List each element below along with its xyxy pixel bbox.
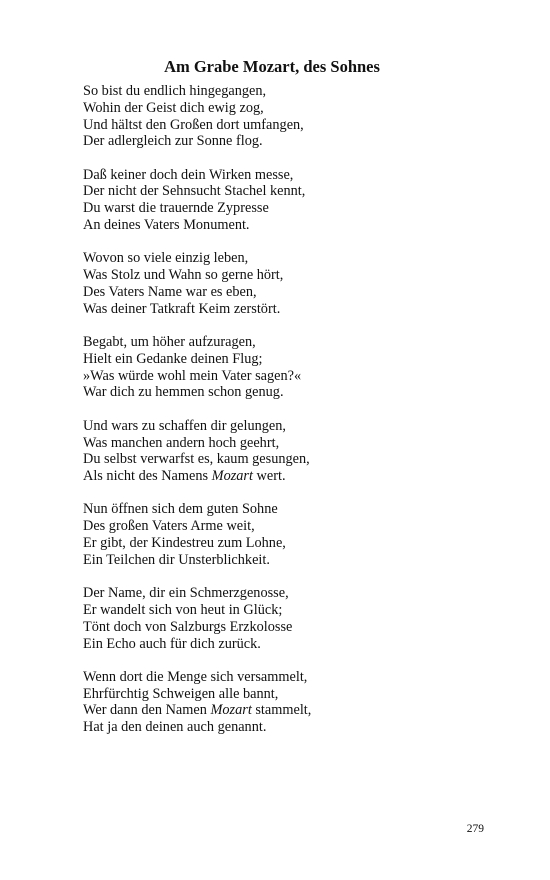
line-text: Tönt doch von Salzburgs Erzkolosse bbox=[83, 618, 293, 635]
emphasized-text: Mozart bbox=[210, 702, 252, 719]
stanza bbox=[83, 585, 483, 652]
poem-line bbox=[83, 468, 483, 485]
poem-line bbox=[83, 585, 483, 602]
line-text: Er gibt, der Kindestreu zum Lohne, bbox=[83, 535, 286, 552]
poem-line bbox=[83, 217, 483, 234]
line-text: So bist du endlich hingegangen, bbox=[83, 83, 267, 99]
line-text: Der adlergleich zur Sonne flog. bbox=[83, 133, 263, 150]
line-text: Was deiner Tatkraft Keim zerstört. bbox=[83, 300, 281, 317]
line-text: Ein Teilchen dir Unsterblichkeit. bbox=[83, 551, 270, 568]
page-number: 279 bbox=[466, 823, 484, 835]
poem-line bbox=[83, 636, 483, 653]
poem-line bbox=[83, 418, 483, 435]
line-text: Was Stolz und Wahn so gerne hört, bbox=[83, 267, 284, 284]
poem-line bbox=[83, 552, 483, 569]
line-text: Ehrfürchtig Schweigen alle bannt, bbox=[83, 685, 279, 702]
line-text: Und wars zu schaffen dir gelungen, bbox=[83, 417, 287, 434]
line-text: Begabt, um höher aufzuragen, bbox=[83, 334, 256, 351]
poem-line bbox=[83, 719, 483, 736]
line-text: Wohin der Geist dich ewig zog, bbox=[83, 99, 264, 116]
line-text: An deines Vaters Monument. bbox=[83, 217, 250, 234]
line-text: Des großen Vaters Arme weit, bbox=[83, 518, 255, 535]
line-text: Wer dann den Namen bbox=[83, 702, 211, 719]
poem-line bbox=[83, 250, 483, 267]
line-text: Hielt ein Gedanke deinen Flug; bbox=[83, 350, 263, 367]
line-text: Des Vaters Name war es eben, bbox=[83, 283, 257, 300]
stanza bbox=[83, 167, 483, 234]
line-text: »Was würde wohl mein Vater sagen?« bbox=[83, 367, 302, 384]
line-text: Was manchen andern hoch geehrt, bbox=[83, 434, 280, 451]
poem-line bbox=[83, 351, 483, 368]
stanza bbox=[83, 250, 483, 317]
poem-line bbox=[83, 384, 483, 401]
poem-line bbox=[83, 167, 483, 184]
poem-line bbox=[83, 686, 483, 703]
line-text: Er wandelt sich von heut in Glück; bbox=[83, 601, 283, 618]
line-text: Ein Echo auch für dich zurück. bbox=[83, 635, 261, 652]
poem-line bbox=[83, 133, 483, 150]
line-text: Wenn dort die Menge sich versammelt, bbox=[83, 668, 308, 685]
line-text: wert. bbox=[252, 468, 286, 485]
poem-line bbox=[83, 267, 483, 284]
line-text: stammelt, bbox=[251, 702, 312, 719]
poem-line bbox=[83, 117, 483, 134]
line-text: Du selbst verwarfst es, kaum gesungen, bbox=[83, 451, 310, 468]
stanza bbox=[83, 334, 483, 401]
poem-line bbox=[83, 669, 483, 686]
line-text: Wovon so viele einzig leben, bbox=[83, 250, 249, 267]
poem-line bbox=[83, 702, 483, 719]
line-text: Der Name, dir ein Schmerzgenosse, bbox=[83, 585, 289, 602]
stanza bbox=[83, 83, 483, 150]
line-text: Nun öffnen sich dem guten Sohne bbox=[83, 501, 278, 518]
line-text: Du warst die trauernde Zypresse bbox=[83, 200, 269, 217]
poem-line bbox=[83, 284, 483, 301]
stanza bbox=[83, 501, 483, 568]
poem-line bbox=[83, 619, 483, 636]
line-text: Daß keiner doch dein Wirken messe, bbox=[83, 166, 294, 183]
line-text: Und hältst den Großen dort umfangen, bbox=[83, 116, 304, 133]
line-text: Hat ja den deinen auch genannt. bbox=[83, 719, 267, 736]
poem-line bbox=[83, 334, 483, 351]
poem-line bbox=[83, 602, 483, 619]
poem-title: Am Grabe Mozart, des Sohnes bbox=[164, 57, 380, 76]
line-text: War dich zu hemmen schon genug. bbox=[83, 384, 284, 401]
poem-line bbox=[83, 518, 483, 535]
poem-line bbox=[83, 435, 483, 452]
poem-line bbox=[83, 83, 483, 100]
emphasized-text: Mozart bbox=[211, 468, 253, 485]
poem-line bbox=[83, 535, 483, 552]
poem-line bbox=[83, 501, 483, 518]
stanza bbox=[83, 418, 483, 485]
poem-body bbox=[83, 83, 483, 753]
stanza bbox=[83, 669, 483, 736]
poem-line bbox=[83, 183, 483, 200]
poem-line bbox=[83, 301, 483, 318]
line-text: Als nicht des Namens bbox=[83, 468, 212, 485]
poem-line bbox=[83, 451, 483, 468]
poem-line bbox=[83, 200, 483, 217]
poem-line bbox=[83, 368, 483, 385]
poem-line bbox=[83, 100, 483, 117]
line-text: Der nicht der Sehnsucht Stachel kennt, bbox=[83, 183, 306, 200]
